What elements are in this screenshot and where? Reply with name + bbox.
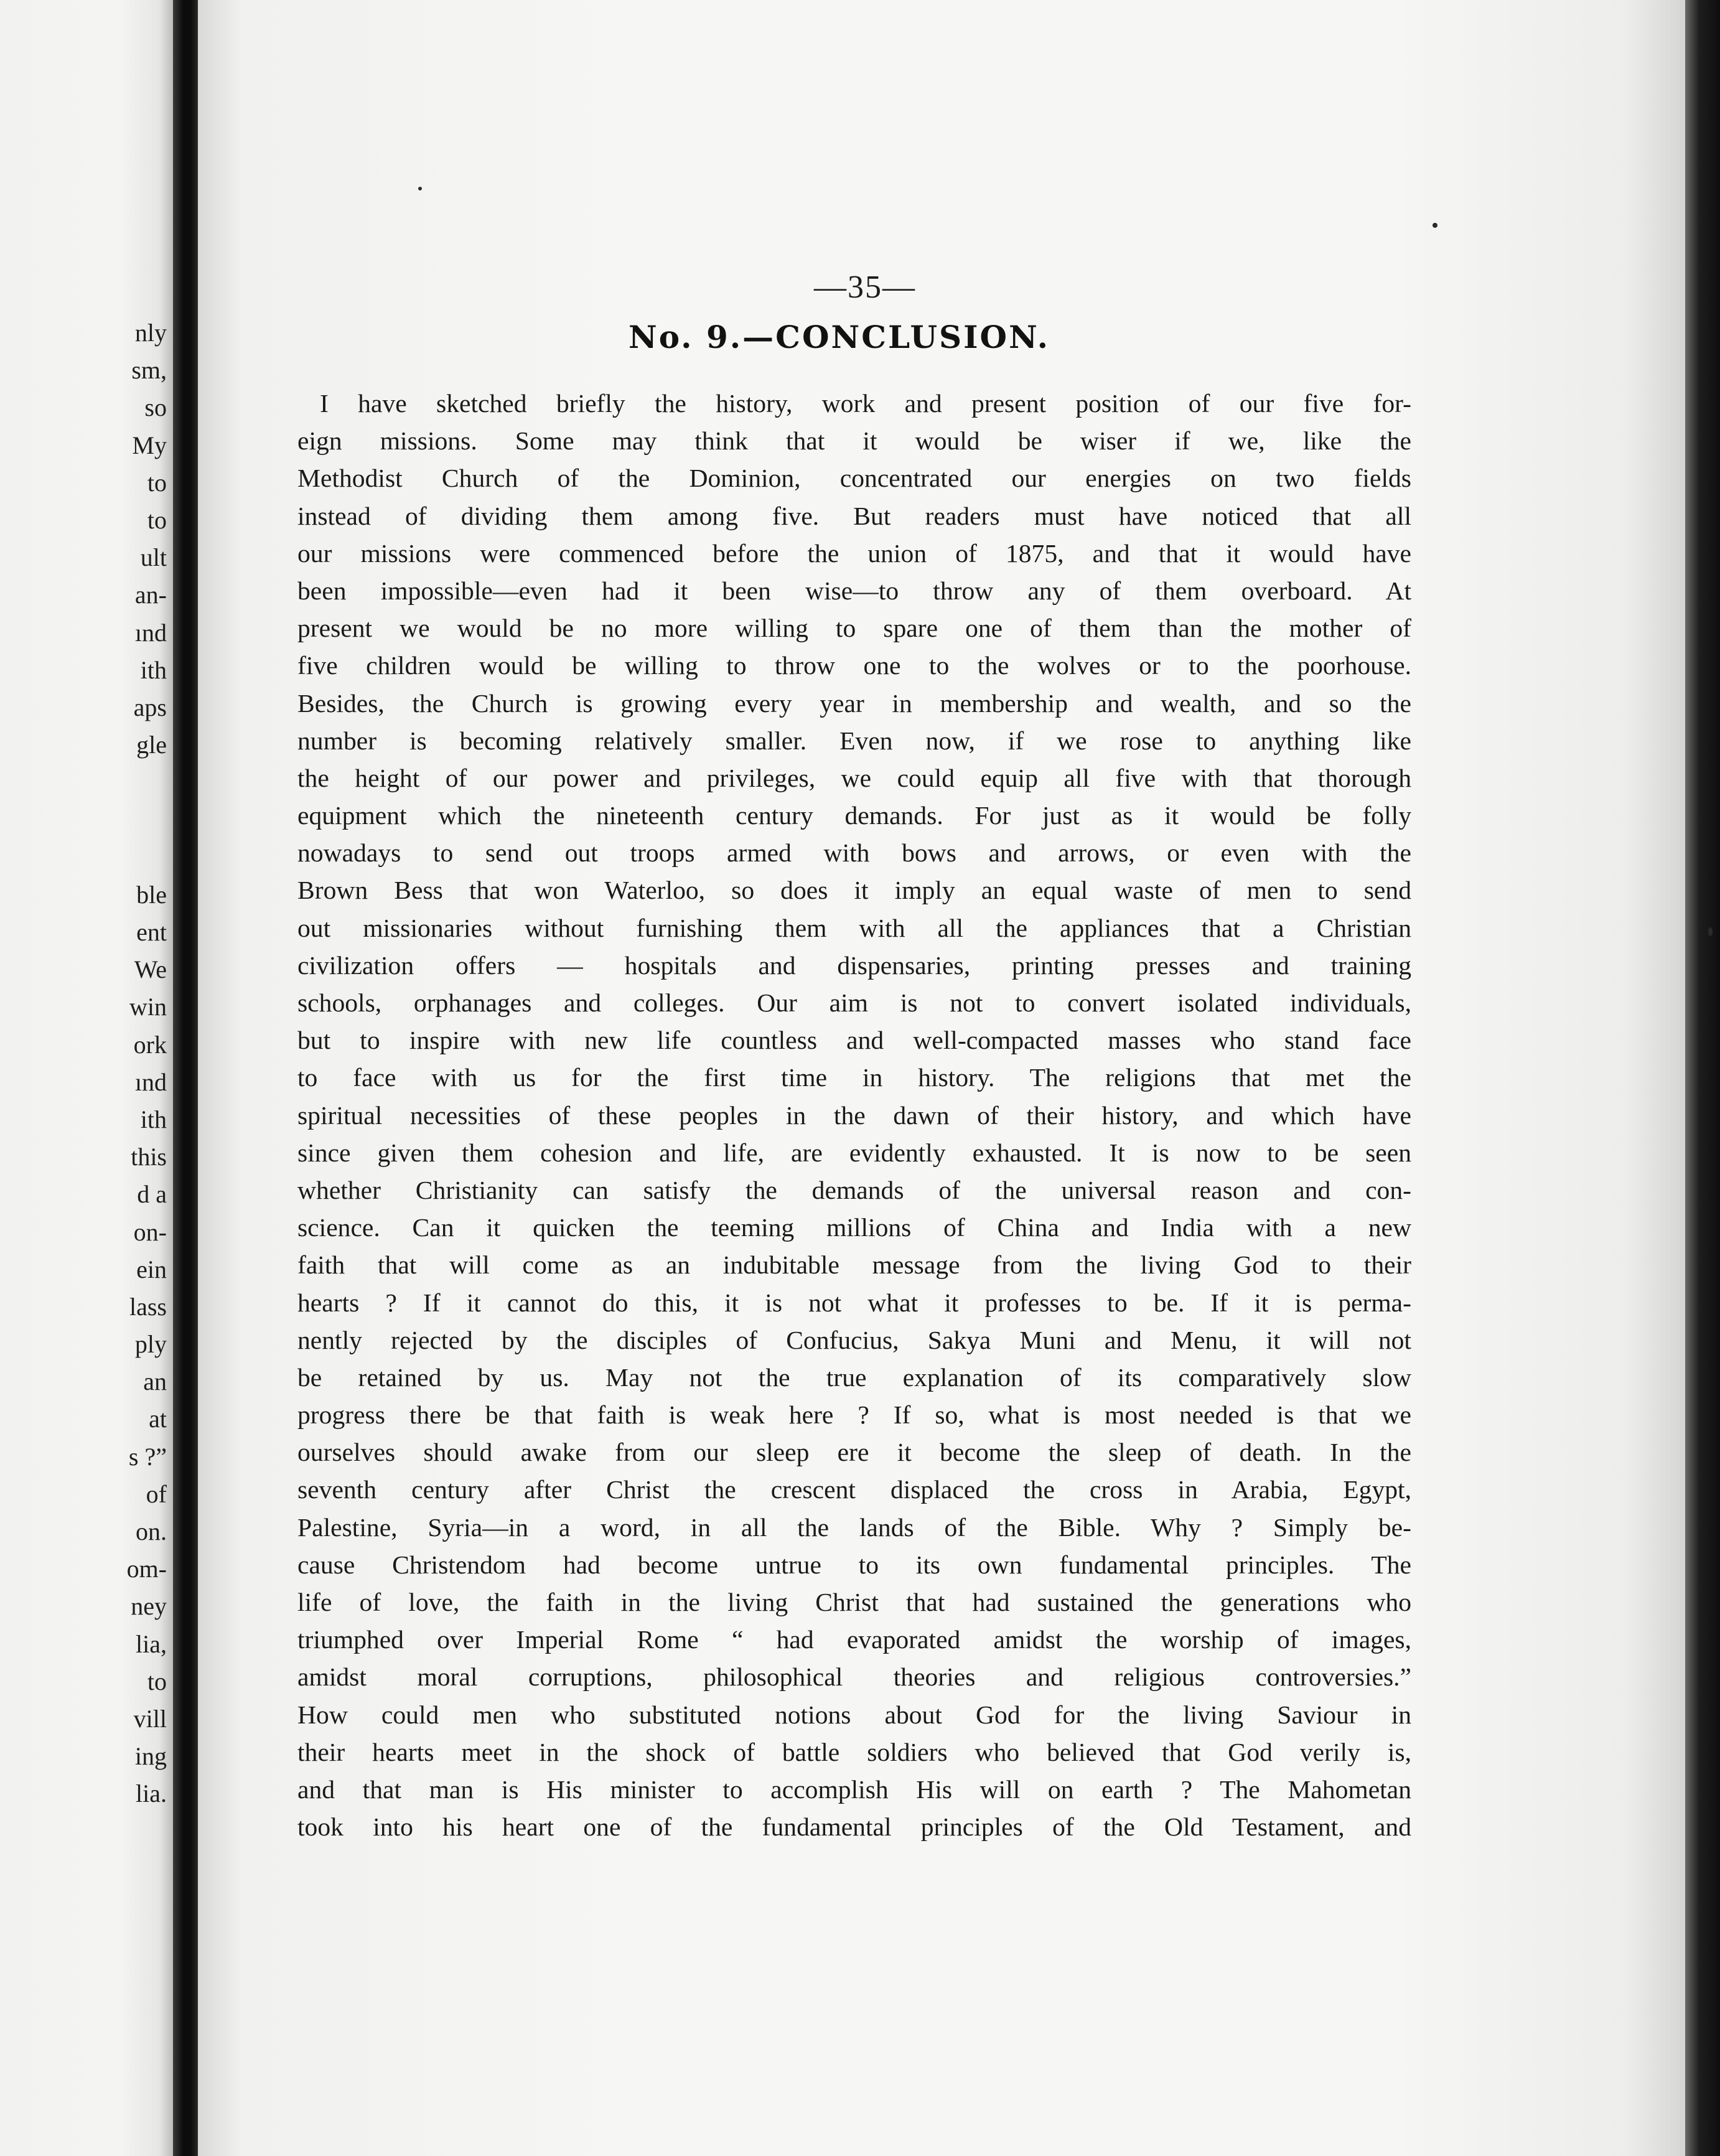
text-line: been impossible—even had it been wise—to throw any of them overboard. At [297, 576, 1411, 605]
left-page-word: on- [133, 1217, 167, 1246]
text-line: to face with us for the first time in history. The religions that met the [297, 1063, 1411, 1092]
page-number: —35— [814, 270, 916, 305]
text-line: Besides, the Church is growing every year in membership and wealth, and so the [297, 688, 1411, 718]
text-line: present we would be no more willing to spare one of them than the mother of [297, 614, 1411, 643]
left-page-word: ork [133, 1030, 167, 1059]
text-line: nowadays to send out troops armed with bows and arrows, or even with the [297, 838, 1411, 868]
left-page-word: lia, [136, 1629, 167, 1658]
text-line: civilization offers — hospitals and dispensaries, printing presses and training [297, 950, 1411, 980]
left-page-word: sm, [131, 356, 167, 385]
text-line: Brown Bess that won Waterloo, so does it imply an equal waste of men to send [297, 876, 1411, 905]
text-line: took into his heart one of the fundamental principles of the Old Testament, and [297, 1812, 1411, 1842]
text-line: spiritual necessities of these peoples in the dawn of their history, and which have [297, 1100, 1411, 1130]
left-page-margin-text [127, 314, 167, 1813]
text-line: be retained by us. May not the true explanation of its comparatively slow [297, 1362, 1411, 1392]
left-page-word: so [144, 393, 167, 422]
left-page-word: of [146, 1479, 167, 1508]
text-line: ourselves should awake from our sleep ere it become the sleep of death. In the [297, 1438, 1411, 1467]
left-page-word: lass [129, 1292, 167, 1321]
text-line: whether Christianity can satisfy the demands of the universal reason and con- [297, 1175, 1411, 1204]
text-line: seventh century after Christ the crescent displaced the cross in Arabia, Egypt, [297, 1475, 1411, 1504]
left-page-word: win [129, 993, 167, 1021]
text-line: their hearts meet in the shock of battle soldiers who believed that God verily is, [297, 1737, 1411, 1766]
text-line: How could men who substituted notions about God for the living Saviour in [297, 1700, 1411, 1729]
text-line: cause Christendom had become untrue to its own fundamental principles. The [297, 1550, 1411, 1579]
left-page-word: ult [140, 543, 167, 572]
text-line: number is becoming relatively smaller. Even now, if we rose to anything like [297, 726, 1411, 755]
left-page-word: ith [140, 1105, 167, 1133]
left-page-word: gle [136, 731, 167, 759]
page-edge-shadow [1685, 0, 1720, 2156]
text-line: but to inspire with new life countless and well-compacted masses who stand face [297, 1026, 1411, 1055]
text-line: life of love, the faith in the living Christ that had sustained the generations who [297, 1588, 1411, 1616]
left-page-word: d a [137, 1180, 167, 1209]
chapter-heading: No. 9.—CONCLUSION. [629, 319, 1050, 355]
left-page-word [127, 764, 167, 801]
left-page-word: an- [134, 581, 167, 609]
left-page-word: nly [134, 319, 167, 347]
left-page-word: ınd [134, 1067, 167, 1096]
body-text [297, 385, 1411, 1845]
left-page-word: My [132, 431, 167, 459]
left-page-word: to [147, 1667, 167, 1695]
left-page-word: an [143, 1367, 167, 1396]
text-line: triumphed over Imperial Rome “ had evaporated amidst the worship of images, [297, 1625, 1411, 1654]
text-line: instead of dividing them among five. But readers must have noticed that all [297, 501, 1411, 530]
text-line: hearts ? If it cannot do this, it is not what it professes to be. If it is perma- [297, 1288, 1411, 1317]
scan-speck [1708, 927, 1713, 936]
left-page-word: this [131, 1143, 167, 1171]
text-line: the height of our power and privileges, we could equip all five with that thorough [297, 763, 1411, 792]
left-page-word: ınd [134, 618, 167, 647]
text-line: out missionaries without furnishing them with all the appliances that a Christian [297, 913, 1411, 942]
text-line: equipment which the nineteenth century demands. For just as it would be folly [297, 801, 1411, 830]
text-line: since given them cohesion and life, are evidently exhausted. It is now to be seen [297, 1138, 1411, 1167]
text-line: I have sketched briefly the history, work and present position of our five for- [320, 389, 1411, 418]
left-page-word: to [147, 468, 167, 497]
left-page-word: to [147, 505, 167, 534]
left-page-word: vill [133, 1704, 167, 1733]
text-line: and that man is His minister to accomplish His will on earth ? The Mahometan [297, 1774, 1411, 1804]
left-page-word: at [149, 1405, 167, 1433]
left-page-word: ith [140, 655, 167, 684]
left-page-word [127, 839, 167, 876]
text-line: five children would be willing to throw one to the wolves or to the poorhouse. [297, 651, 1411, 680]
left-page-word: ein [136, 1255, 167, 1283]
text-line: eign missions. Some may think that it would be wiser if we, like the [297, 426, 1411, 456]
left-page-word: s ?” [128, 1442, 167, 1471]
text-line: faith that will come as an indubitable message from the living God to their [297, 1250, 1411, 1280]
text-line: our missions were commenced before the union of 1875, and that it would have [297, 538, 1411, 568]
text-line: Methodist Church of the Dominion, concentrated our energies on two fields [297, 464, 1411, 493]
text-line: schools, orphanages and colleges. Our aim is not to convert isolated individuals, [297, 988, 1411, 1017]
scan-speck [418, 187, 422, 190]
text-line: progress there be that faith is weak here ? If so, what is most needed is that we [297, 1400, 1411, 1430]
text-line: Palestine, Syria—in a word, in all the lands of the Bible. Why ? Simply be- [297, 1512, 1411, 1542]
left-page-word: ing [134, 1742, 167, 1771]
book-gutter [173, 0, 198, 2156]
left-page-word: on. [136, 1517, 167, 1545]
left-page-word: om- [126, 1555, 167, 1583]
left-page-word: ble [136, 880, 167, 909]
left-page-word: ply [134, 1330, 167, 1359]
text-line: nently rejected by the disciples of Confucius, Sakya Muni and Menu, it will not [297, 1325, 1411, 1354]
left-page-word [127, 801, 167, 838]
left-page-word: We [134, 955, 167, 984]
text-line: amidst moral corruptions, philosophical theories and religious controversies.” [297, 1662, 1411, 1692]
scan-speck [1433, 223, 1437, 228]
left-page-word: ent [136, 918, 167, 946]
left-page-word: ney [131, 1592, 167, 1621]
text-line: science. Can it quicken the teeming millions of China and India with a new [297, 1213, 1411, 1242]
left-page-word: aps [133, 693, 167, 721]
left-page-word: lia. [136, 1779, 167, 1808]
